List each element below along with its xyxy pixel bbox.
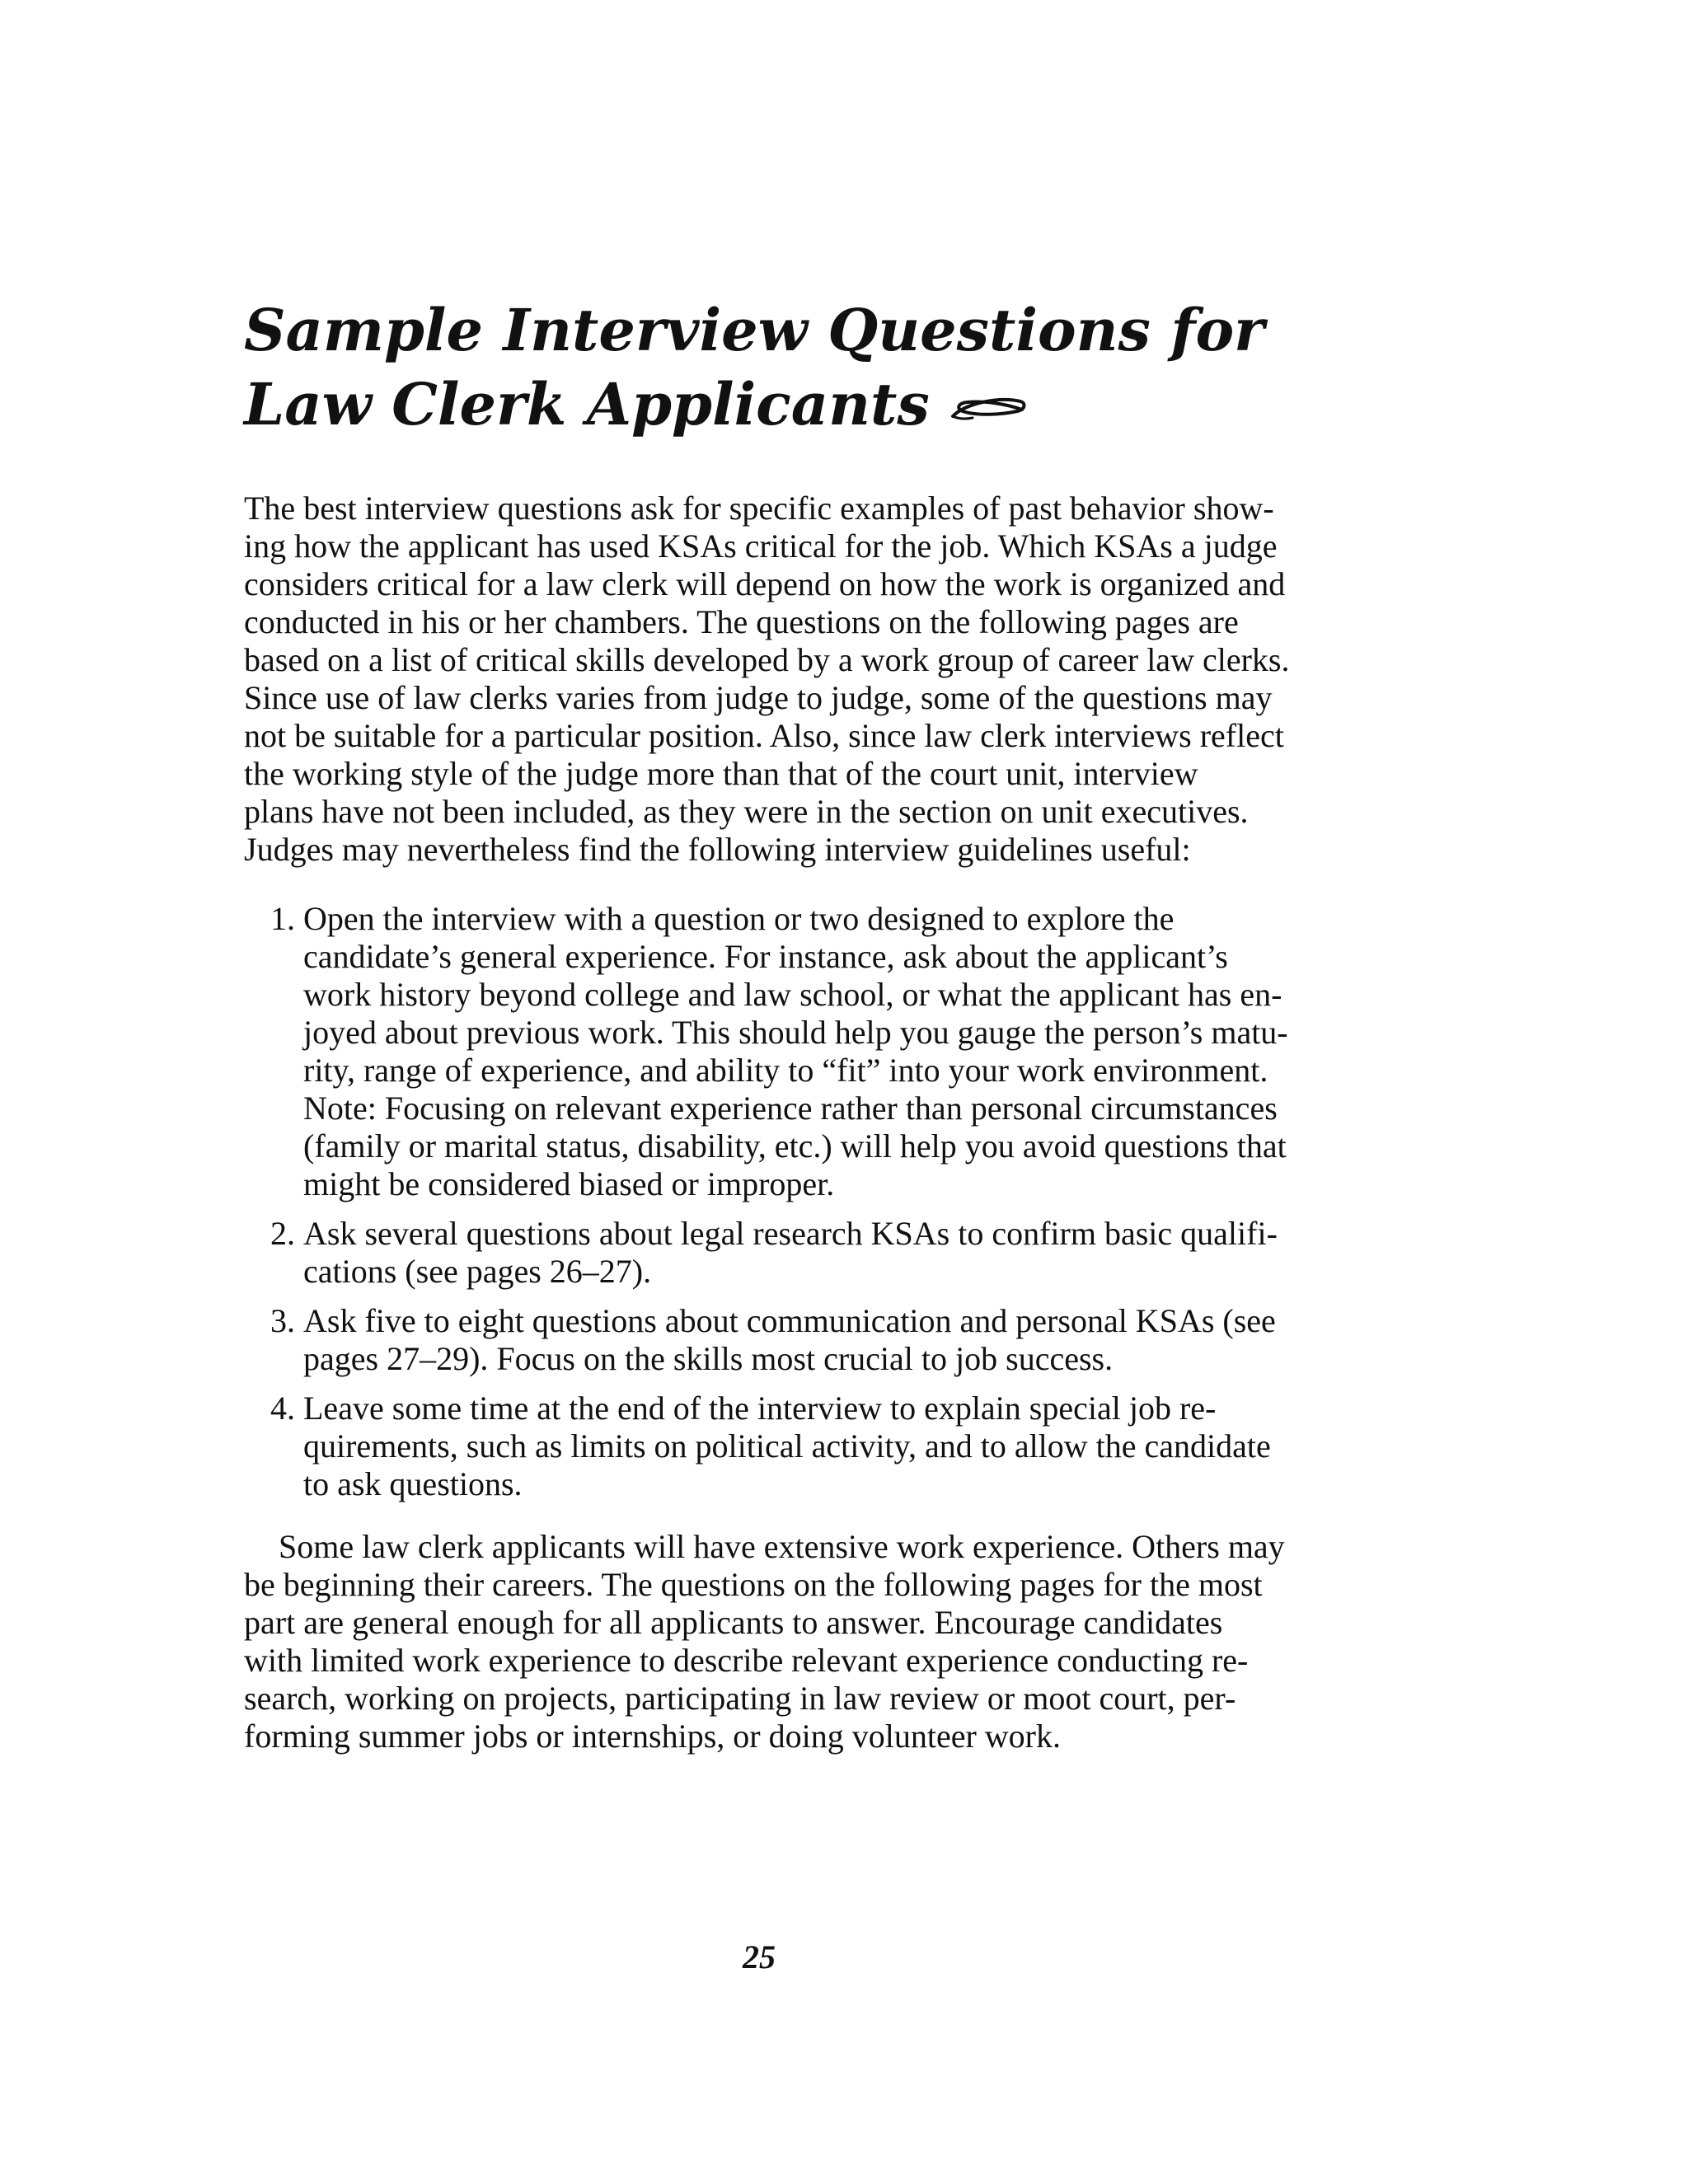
guideline-line: Note: Focusing on relevant experience rather than personal circumstances [303, 1090, 1278, 1127]
guideline-line: Ask several questions about legal research KSAs to confirm basic qualifi- [303, 1215, 1278, 1252]
guideline-line: (family or marital status, disability, etc.) will help you avoid questions that [303, 1127, 1287, 1165]
closing-line: search, working on projects, participating in law review or moot court, per- [244, 1680, 1236, 1717]
guideline-item [244, 1302, 1315, 1378]
title-line-2-text: Law Clerk Applicants [244, 370, 930, 438]
closing-line: forming summer jobs or internships, or doing volunteer work. [244, 1718, 1061, 1755]
guideline-number: 1. [270, 900, 295, 937]
intro-line: based on a list of critical skills developed by a work group of career law clerks. [244, 641, 1290, 678]
flourish-ornament-icon [948, 368, 1029, 442]
closing-paragraph [244, 1528, 1291, 1755]
interview-guidelines-list [244, 900, 1315, 1515]
guideline-line: pages 27–29). Focus on the skills most crucial to job success. [303, 1340, 1114, 1377]
guideline-line: to ask questions. [303, 1465, 523, 1502]
intro-line: The best interview questions ask for specific examples of past behavior show- [244, 490, 1274, 527]
intro-line: Since use of law clerks varies from judge to judge, some of the questions may [244, 679, 1273, 716]
guideline-line: cations (see pages 26–27). [303, 1253, 652, 1290]
intro-line: not be suitable for a particular position. Also, since law clerk interviews reflect [244, 717, 1284, 754]
guideline-line: might be considered biased or improper. [303, 1165, 835, 1202]
guideline-line: rity, range of experience, and ability to “fit” into your work environment. [303, 1052, 1268, 1089]
guideline-number: 2. [270, 1215, 295, 1252]
intro-line: conducted in his or her chambers. The questions on the following pages are [244, 603, 1239, 640]
guideline-item [244, 1390, 1315, 1503]
guideline-line: Leave some time at the end of the interview to explain special job re- [303, 1390, 1217, 1427]
intro-line: ing how the applicant has used KSAs critical for the job. Which KSAs a judge [244, 527, 1278, 565]
intro-line: the working style of the judge more than that of the court unit, interview [244, 755, 1198, 792]
closing-line: be beginning their careers. The questions on the following pages for the most [244, 1566, 1263, 1603]
guideline-line: Ask five to eight questions about communication and personal KSAs (see [303, 1302, 1276, 1339]
intro-line: considers critical for a law clerk will depend on how the work is organized and [244, 565, 1286, 602]
guideline-line: work history beyond college and law school, or what the applicant has en- [303, 976, 1282, 1013]
guideline-item [244, 1215, 1315, 1291]
guideline-line: joyed about previous work. This should help you gauge the person’s matu- [303, 1014, 1288, 1051]
title-line-1: Sample Interview Questions for [244, 296, 1265, 364]
title-line-2 [244, 368, 1315, 447]
guideline-line: Open the interview with a question or two designed to explore the [303, 900, 1175, 937]
page-title [244, 293, 1315, 447]
intro-line: Judges may nevertheless find the following interview guidelines useful: [244, 831, 1191, 868]
intro-paragraph [244, 490, 1291, 869]
closing-line: Some law clerk applicants will have extensive work experience. Others may [279, 1528, 1285, 1565]
guideline-number: 4. [270, 1390, 295, 1427]
intro-line: plans have not been included, as they were in the section on unit executives. [244, 793, 1249, 830]
closing-line: part are general enough for all applicants to answer. Encourage candidates [244, 1604, 1223, 1641]
guideline-item [244, 900, 1315, 1203]
guideline-line: quirements, such as limits on political activity, and to allow the candidate [303, 1427, 1271, 1465]
closing-line: with limited work experience to describe relevant experience conducting re- [244, 1642, 1249, 1679]
page-number: 25 [743, 1938, 776, 1975]
guideline-number: 3. [270, 1302, 295, 1339]
guideline-line: candidate’s general experience. For instance, ask about the applicant’s [303, 938, 1228, 975]
